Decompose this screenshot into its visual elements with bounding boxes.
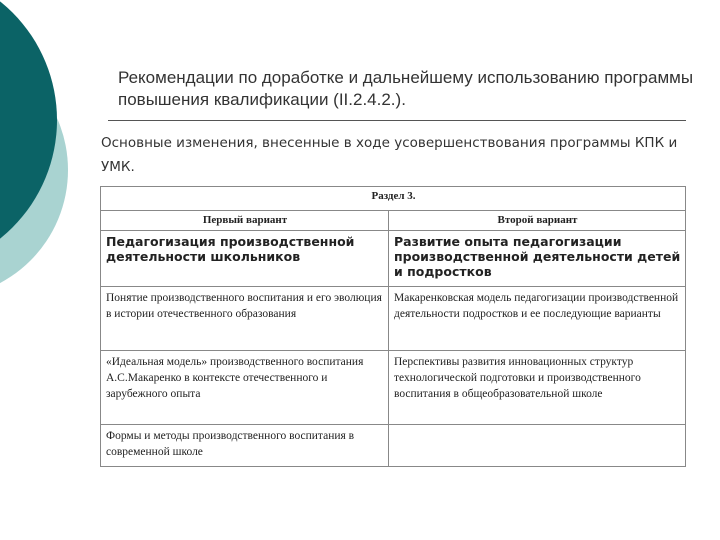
table-row	[101, 287, 686, 351]
header-first-variant: Первый вариант	[101, 211, 389, 231]
table-cell	[389, 425, 686, 467]
title-divider	[108, 120, 686, 121]
table-cell: «Идеальная модель» производственного воспитания А.С.Макаренко в контексте отечественного и зарубежного опыта	[101, 351, 389, 425]
table-cell: Понятие производственного воспитания и его эволюция в истории отечественного образования	[101, 287, 389, 351]
table-cell: Формы и методы производственного воспитания в современной школе	[101, 425, 389, 467]
table-cell: Перспективы развития инновационных структур технологической подготовки и производственного воспитания в общеобразовательной школе	[389, 351, 686, 425]
table-row	[101, 231, 686, 287]
table-cell: Макаренковская модель педагогизации производственной деятельности подростков и ее последующие варианты	[389, 287, 686, 351]
table-row	[101, 351, 686, 425]
section-label: Раздел 3.	[101, 187, 686, 211]
table-section-row	[101, 187, 686, 211]
table-row	[101, 425, 686, 467]
decorative-circles	[0, 0, 90, 540]
table-cell: Развитие опыта педагогизации производственной деятельности детей и подростков	[389, 231, 686, 287]
table-cell: Педагогизация производственной деятельности школьников	[101, 231, 389, 287]
table-header-row	[101, 211, 686, 231]
header-second-variant: Второй вариант	[389, 211, 686, 231]
slide-title: Рекомендации по доработке и дальнейшему использованию программы повышения квалификации (II.2.4.2.).	[118, 68, 694, 109]
slide-subtitle: Основные изменения, внесенные в ходе усовершенствования программы КПК и УМК.	[101, 135, 678, 175]
comparison-table	[100, 186, 686, 467]
